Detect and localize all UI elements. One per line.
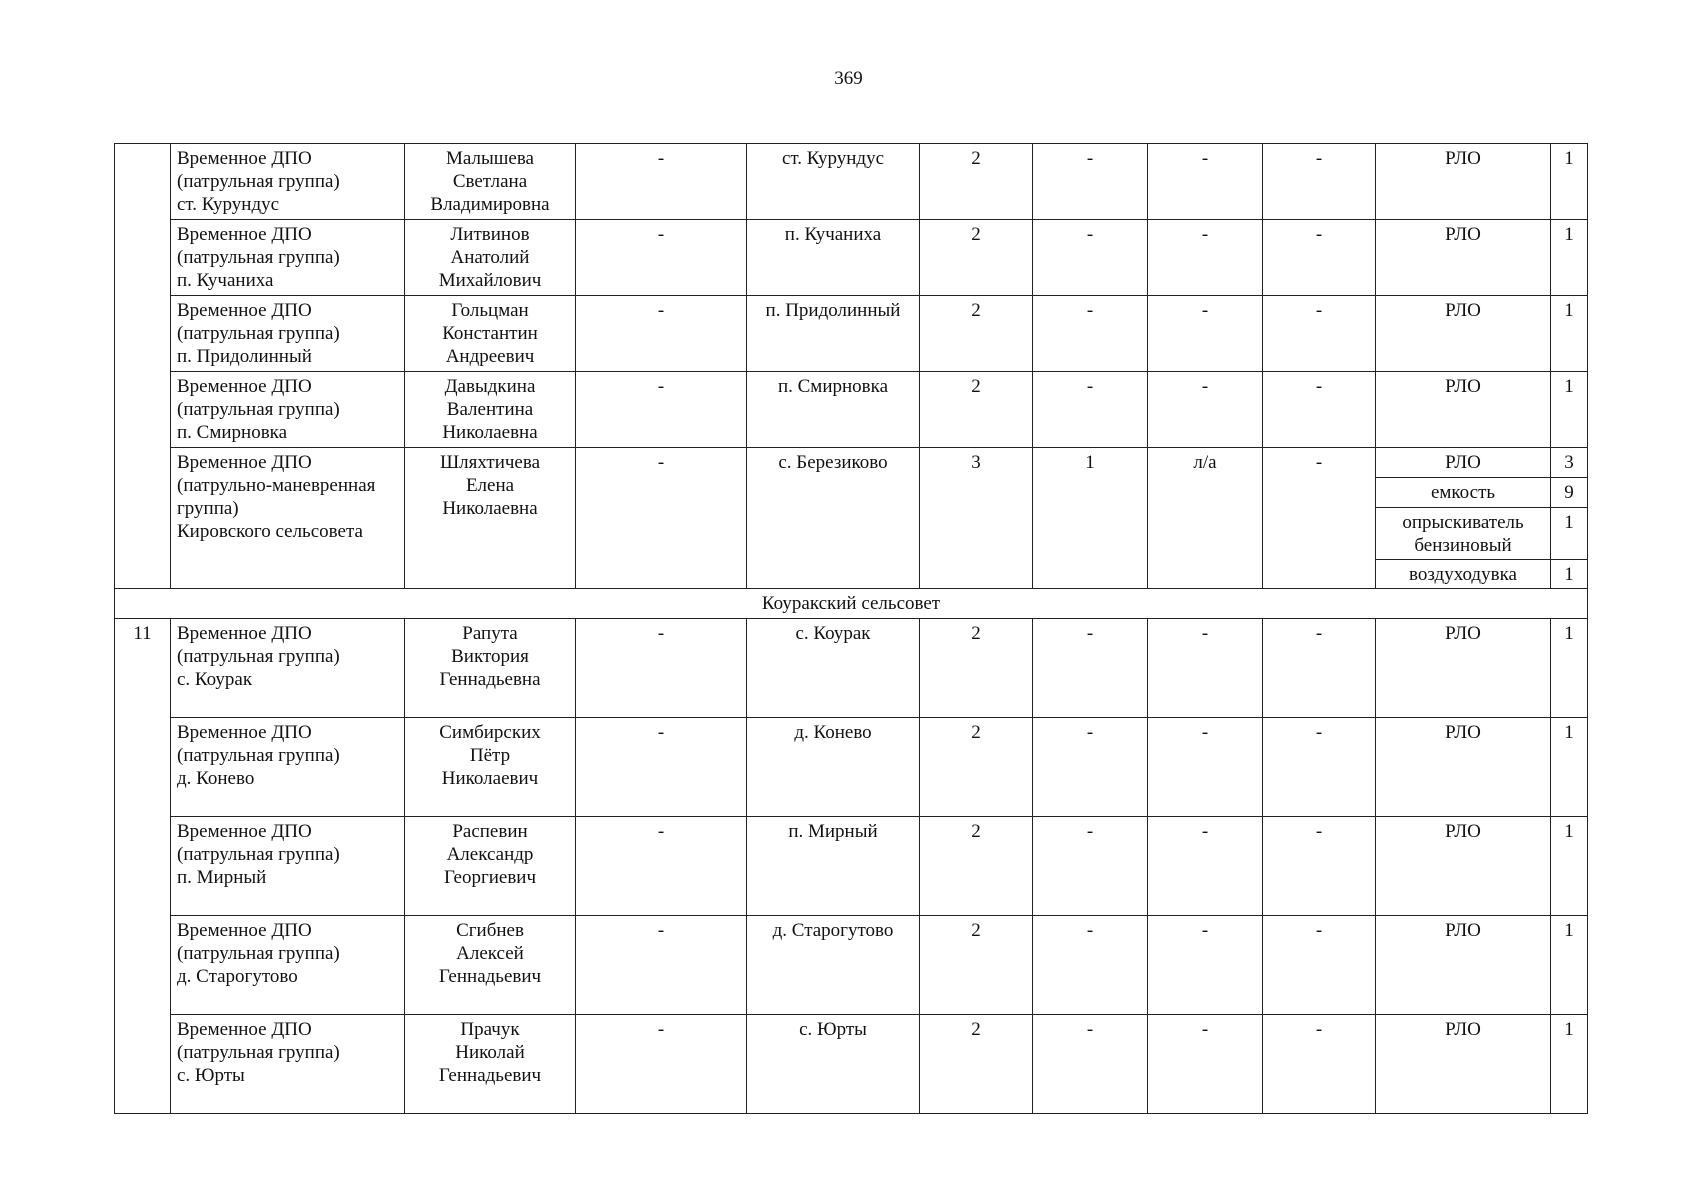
value-cell: 2: [920, 296, 1033, 372]
value-cell: -: [1263, 718, 1376, 817]
equipment-cell: РЛО: [1376, 448, 1551, 478]
equipment-cell: РЛО: [1376, 619, 1551, 718]
location-cell: с. Березиково: [747, 448, 920, 589]
unit-cell: Временное ДПО (патрульная группа) д. Конево: [171, 718, 405, 817]
value-cell: -: [576, 1015, 747, 1114]
value-cell: 3: [920, 448, 1033, 589]
number-cell: [115, 144, 171, 589]
value-cell: -: [1148, 718, 1263, 817]
quantity-cell: 1: [1551, 817, 1588, 916]
table-row: [115, 718, 1588, 817]
head-cell: Распевин Александр Георгиевич: [405, 817, 576, 916]
value-cell: -: [1148, 619, 1263, 718]
quantity-cell: 1: [1551, 144, 1588, 220]
value-cell: 2: [920, 817, 1033, 916]
equipment-cell: воздуходувка: [1376, 560, 1551, 589]
quantity-cell: 1: [1551, 718, 1588, 817]
table-row: [115, 296, 1588, 372]
quantity-cell: 1: [1551, 296, 1588, 372]
quantity-cell: 1: [1551, 916, 1588, 1015]
head-cell: Литвинов Анатолий Михайлович: [405, 220, 576, 296]
equipment-cell: РЛО: [1376, 718, 1551, 817]
value-cell: -: [576, 372, 747, 448]
value-cell: 2: [920, 220, 1033, 296]
quantity-cell: 1: [1551, 560, 1588, 589]
head-cell: Малышева Светлана Владимировна: [405, 144, 576, 220]
equipment-cell: РЛО: [1376, 144, 1551, 220]
value-cell: 2: [920, 619, 1033, 718]
value-cell: -: [576, 144, 747, 220]
value-cell: -: [576, 448, 747, 589]
value-cell: -: [1263, 296, 1376, 372]
value-cell: -: [1033, 817, 1148, 916]
head-cell: Гольцман Константин Андреевич: [405, 296, 576, 372]
unit-cell: Временное ДПО (патрульная группа) п. Кучаниха: [171, 220, 405, 296]
head-cell: Давыдкина Валентина Николаевна: [405, 372, 576, 448]
page-number: 369: [834, 68, 863, 89]
value-cell: -: [1033, 619, 1148, 718]
value-cell: -: [1148, 220, 1263, 296]
location-cell: п. Кучаниха: [747, 220, 920, 296]
location-cell: с. Юрты: [747, 1015, 920, 1114]
value-cell: -: [1148, 296, 1263, 372]
location-cell: д. Конево: [747, 718, 920, 817]
unit-cell: Временное ДПО (патрульная группа) п. Придолинный: [171, 296, 405, 372]
value-cell: 1: [1033, 448, 1148, 589]
value-cell: -: [576, 718, 747, 817]
value-cell: -: [1263, 817, 1376, 916]
equipment-cell: РЛО: [1376, 220, 1551, 296]
value-cell: 2: [920, 144, 1033, 220]
quantity-cell: 1: [1551, 372, 1588, 448]
value-cell: -: [1033, 220, 1148, 296]
value-cell: 2: [920, 718, 1033, 817]
value-cell: 2: [920, 916, 1033, 1015]
value-cell: -: [576, 619, 747, 718]
equipment-cell: РЛО: [1376, 916, 1551, 1015]
location-cell: п. Мирный: [747, 817, 920, 916]
value-cell: -: [1263, 448, 1376, 589]
value-cell: л/а: [1148, 448, 1263, 589]
quantity-cell: 1: [1551, 619, 1588, 718]
quantity-cell: 1: [1551, 220, 1588, 296]
table-row: [115, 372, 1588, 448]
value-cell: -: [1033, 916, 1148, 1015]
value-cell: -: [1033, 718, 1148, 817]
unit-cell: Временное ДПО (патрульная группа) с. Юрты: [171, 1015, 405, 1114]
table-row: [115, 144, 1588, 220]
location-cell: п. Смирновка: [747, 372, 920, 448]
quantity-cell: 3: [1551, 448, 1588, 478]
equipment-cell: опрыскиватель бензиновый: [1376, 508, 1551, 560]
value-cell: -: [1148, 1015, 1263, 1114]
location-cell: с. Коурак: [747, 619, 920, 718]
location-cell: д. Старогутово: [747, 916, 920, 1015]
value-cell: -: [576, 916, 747, 1015]
equipment-cell: РЛО: [1376, 372, 1551, 448]
location-cell: п. Придолинный: [747, 296, 920, 372]
equipment-cell: РЛО: [1376, 817, 1551, 916]
table-row: [115, 220, 1588, 296]
unit-cell: Временное ДПО (патрульная группа) п. Смирновка: [171, 372, 405, 448]
head-cell: Сгибнев Алексей Геннадьевич: [405, 916, 576, 1015]
value-cell: -: [1148, 144, 1263, 220]
head-cell: Рапута Виктория Геннадьевна: [405, 619, 576, 718]
value-cell: -: [1263, 372, 1376, 448]
value-cell: -: [1263, 1015, 1376, 1114]
value-cell: -: [1263, 220, 1376, 296]
table-row: [115, 817, 1588, 916]
unit-cell: Временное ДПО (патрульная группа) с. Коурак: [171, 619, 405, 718]
value-cell: -: [576, 220, 747, 296]
value-cell: -: [1263, 619, 1376, 718]
value-cell: 2: [920, 372, 1033, 448]
table-row: [115, 448, 1588, 478]
value-cell: -: [1148, 916, 1263, 1015]
equipment-cell: РЛО: [1376, 296, 1551, 372]
head-cell: Симбирских Пётр Николаевич: [405, 718, 576, 817]
unit-cell: Временное ДПО (патрульная группа) ст. Курундус: [171, 144, 405, 220]
fire-brigade-table: [114, 143, 1588, 1114]
table-row: [115, 916, 1588, 1015]
unit-cell: Временное ДПО (патрульная группа) п. Мирный: [171, 817, 405, 916]
value-cell: -: [1148, 817, 1263, 916]
equipment-cell: РЛО: [1376, 1015, 1551, 1114]
value-cell: -: [1148, 372, 1263, 448]
value-cell: -: [1033, 372, 1148, 448]
quantity-cell: 1: [1551, 1015, 1588, 1114]
number-cell: 11: [115, 619, 171, 1114]
value-cell: -: [1263, 916, 1376, 1015]
value-cell: -: [576, 296, 747, 372]
equipment-cell: емкость: [1376, 478, 1551, 508]
unit-cell: Временное ДПО (патрульно-маневренная группа) Кировского сельсовета: [171, 448, 405, 589]
value-cell: -: [1033, 1015, 1148, 1114]
value-cell: 2: [920, 1015, 1033, 1114]
value-cell: -: [1033, 144, 1148, 220]
table-row: [115, 1015, 1588, 1114]
section-header-row: [115, 589, 1588, 619]
head-cell: Шляхтичева Елена Николаевна: [405, 448, 576, 589]
location-cell: ст. Курундус: [747, 144, 920, 220]
head-cell: Прачук Николай Геннадьевич: [405, 1015, 576, 1114]
value-cell: -: [576, 817, 747, 916]
value-cell: -: [1033, 296, 1148, 372]
unit-cell: Временное ДПО (патрульная группа) д. Старогутово: [171, 916, 405, 1015]
value-cell: -: [1263, 144, 1376, 220]
section-title: Коуракский сельсовет: [115, 589, 1588, 619]
quantity-cell: 1: [1551, 508, 1588, 560]
table-row: [115, 619, 1588, 718]
quantity-cell: 9: [1551, 478, 1588, 508]
